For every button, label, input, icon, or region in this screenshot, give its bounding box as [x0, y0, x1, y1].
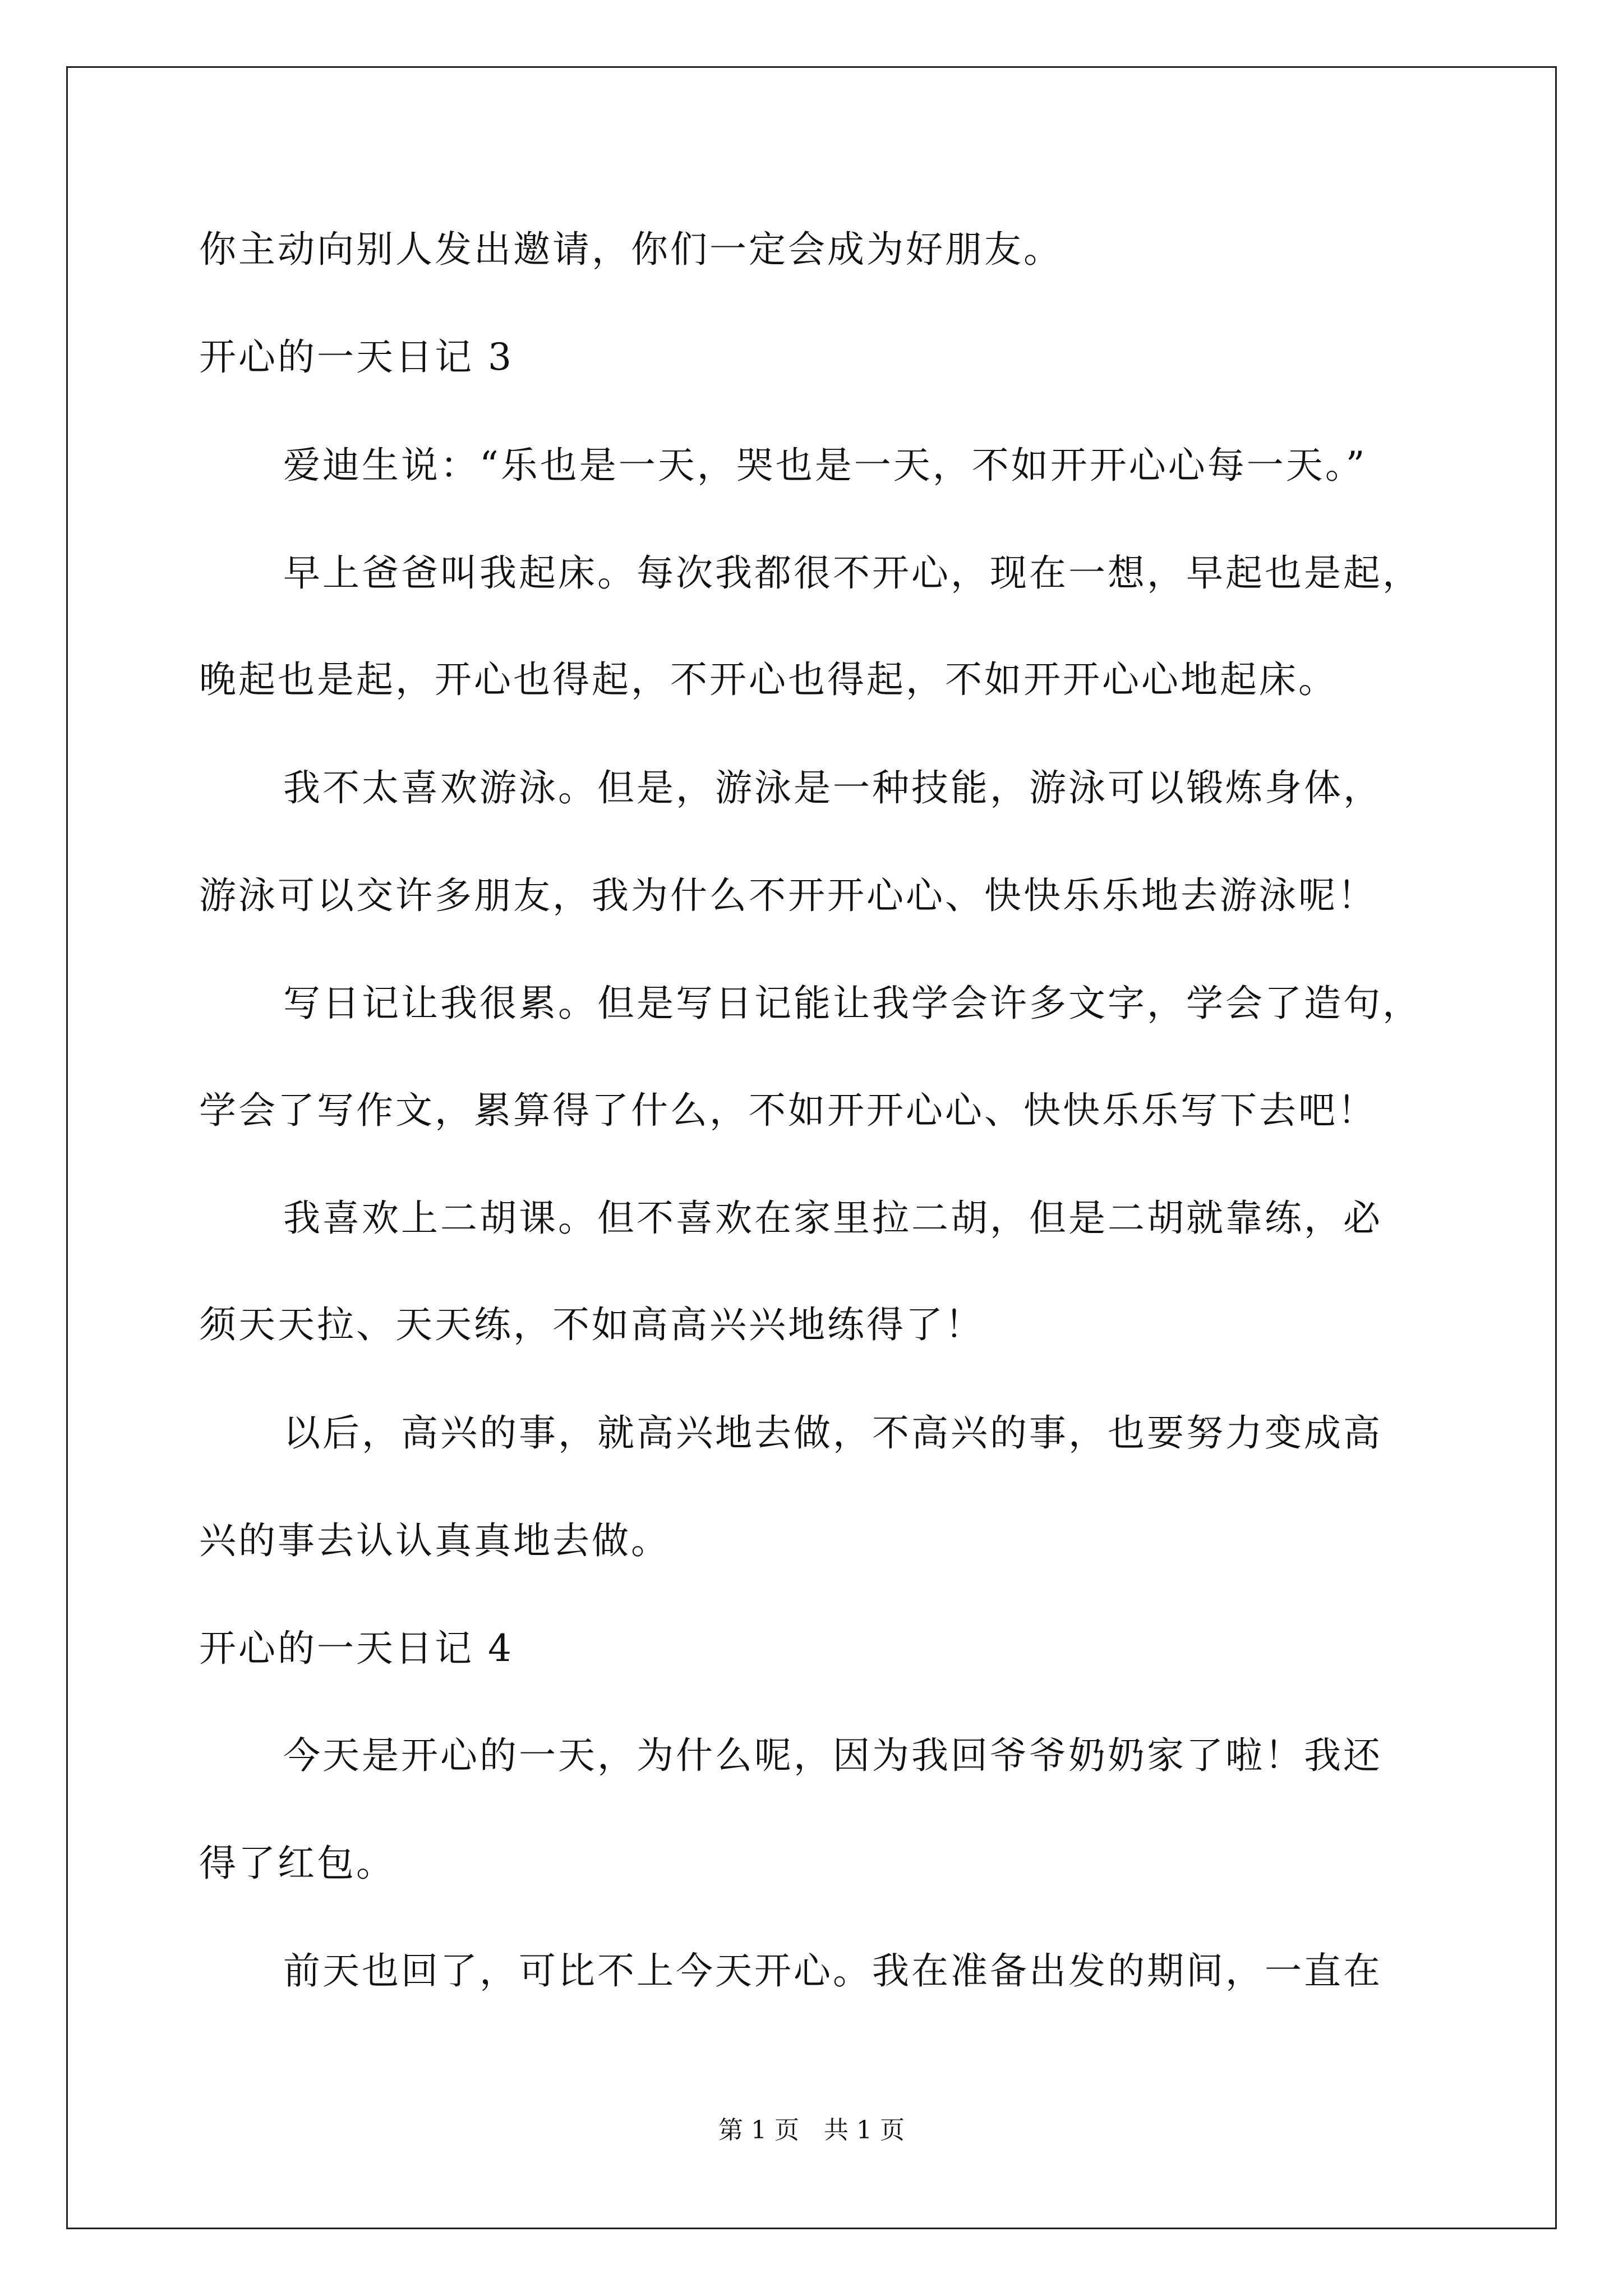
- paragraph-line: 须天天拉、天天练，不如高高兴兴地练得了！: [199, 1303, 984, 1346]
- page-number-footer: 第 1 页 共 1 页: [718, 2116, 905, 2145]
- paragraph-line: 兴的事去认认真真地去做。: [199, 1519, 670, 1562]
- paragraph-line: 晚起也是起，开心也得起，不开心也得起，不如开开心心地起床。: [199, 658, 1338, 701]
- paragraph-line: 你主动向别人发出邀请，你们一定会成为好朋友。: [199, 228, 1063, 271]
- paragraph-line: 学会了写作文，累算得了什么，不如开开心心、快快乐乐写下去吧！: [199, 1089, 1377, 1132]
- paragraph-line: 爱迪生说：“乐也是一天，哭也是一天，不如开开心心每一天。”: [283, 444, 1367, 487]
- page-border: [66, 66, 1557, 2229]
- paragraph-line: 我喜欢上二胡课。但不喜欢在家里拉二胡，但是二胡就靠练，必: [283, 1197, 1382, 1240]
- paragraph-line: 游泳可以交许多朋友，我为什么不开开心心、快快乐乐地去游泳呢！: [199, 874, 1377, 917]
- section-heading: 开心的一天日记 4: [199, 1627, 514, 1670]
- paragraph-line: 今天是开心的一天，为什么呢，因为我回爷爷奶奶家了啦！我还: [283, 1734, 1382, 1777]
- paragraph-line: 我不太喜欢游泳。但是，游泳是一种技能，游泳可以锻炼身体，: [283, 766, 1382, 809]
- paragraph-line: 早上爸爸叫我起床。每次我都很不开心，现在一想，早起也是起，: [283, 551, 1422, 595]
- paragraph-line: 写日记让我很累。但是写日记能让我学会许多文字，学会了造句，: [283, 982, 1422, 1025]
- paragraph-line: 得了红包。: [199, 1842, 395, 1885]
- paragraph-line: 前天也回了，可比不上今天开心。我在准备出发的期间，一直在: [283, 1949, 1382, 1993]
- paragraph-line: 以后，高兴的事，就高兴地去做，不高兴的事，也要努力变成高: [283, 1411, 1382, 1455]
- section-heading: 开心的一天日记 3: [199, 335, 514, 379]
